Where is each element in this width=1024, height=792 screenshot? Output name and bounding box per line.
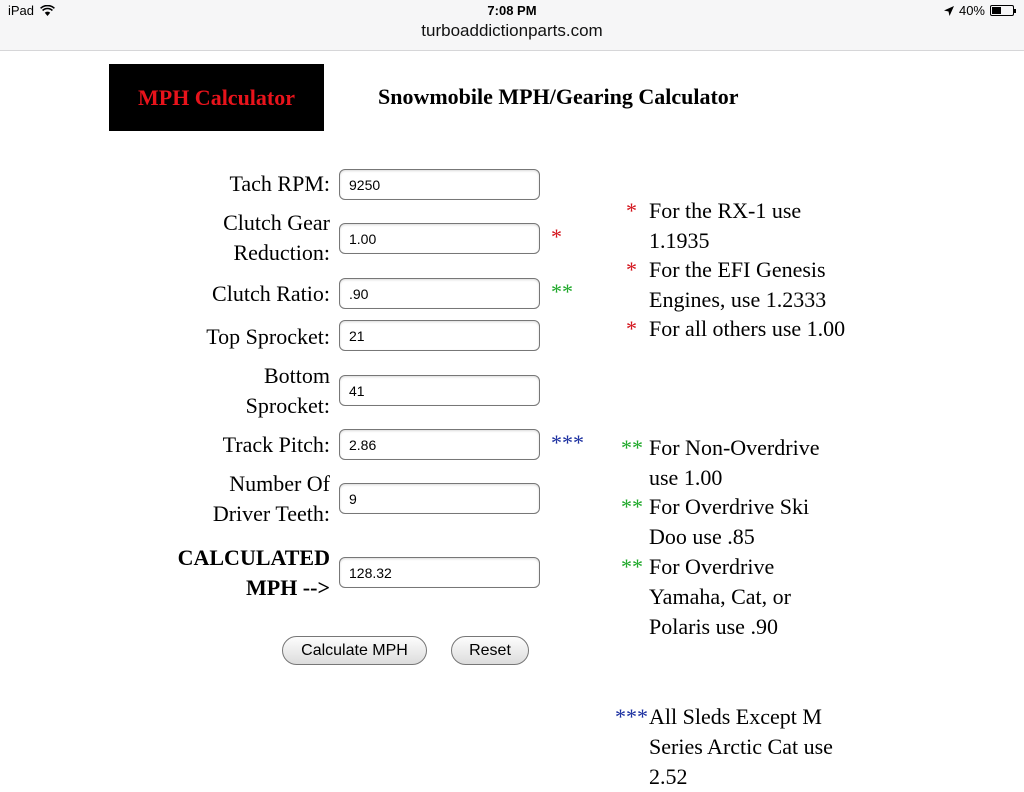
status-time: 7:08 PM xyxy=(487,3,537,18)
status-right xyxy=(944,3,1014,18)
battery-percent: 40% xyxy=(958,3,985,18)
tach-rpm-input[interactable] xyxy=(339,169,540,200)
note-star: * xyxy=(626,316,637,341)
clutch-ratio-label: Clutch Ratio: xyxy=(212,281,330,306)
battery-icon xyxy=(990,5,1014,16)
device-label: iPad xyxy=(8,3,35,18)
driver-teeth-label: Number Of Driver Teeth: xyxy=(212,471,330,526)
note-star: ** xyxy=(621,554,643,579)
calculate-mph-button[interactable]: Calculate MPH xyxy=(282,636,427,665)
track-pitch-label: Track Pitch: xyxy=(222,432,330,457)
clutch-ratio-input[interactable] xyxy=(339,278,540,309)
tach-rpm-label: Tach RPM: xyxy=(229,171,330,196)
track-pitch-input[interactable] xyxy=(339,429,540,460)
note-star: * xyxy=(626,257,637,282)
note-non-overdrive: For Non-Overdrive use 1.00 xyxy=(649,435,820,490)
clutch-gear-note-marker: * xyxy=(551,224,562,249)
clutch-ratio-note-marker: ** xyxy=(551,279,573,304)
track-pitch-note-marker: *** xyxy=(551,430,584,455)
bottom-sprocket-input[interactable] xyxy=(339,375,540,406)
bottom-sprocket-label: Bottom Sprocket: xyxy=(245,363,330,418)
page-title: Snowmobile MPH/Gearing Calculator xyxy=(378,84,739,109)
note-star: ** xyxy=(621,494,643,519)
note-overdrive-ski-doo: For Overdrive Ski Doo use .85 xyxy=(649,494,810,549)
top-sprocket-label: Top Sprocket: xyxy=(206,324,330,349)
note-star: *** xyxy=(615,704,648,729)
note-all-others: For all others use 1.00 xyxy=(649,316,846,341)
note-efi-genesis: For the EFI Genesis Engines, use 1.2333 xyxy=(649,257,827,312)
clutch-gear-reduction-input[interactable] xyxy=(339,223,540,254)
note-overdrive-yamaha: For Overdrive Yamaha, Cat, or Polaris use .90 xyxy=(649,554,791,639)
reset-button[interactable]: Reset xyxy=(451,636,529,665)
clutch-gear-reduction-label: Clutch Gear Reduction: xyxy=(223,210,330,265)
location-arrow-icon xyxy=(944,6,954,16)
note-star: ** xyxy=(621,435,643,460)
top-sprocket-input[interactable] xyxy=(339,320,540,351)
calculated-mph-output[interactable] xyxy=(339,557,540,588)
note-track-pitch: All Sleds Except M Series Arctic Cat use 2.52 xyxy=(649,704,833,789)
address-bar-url[interactable]: turboaddictionparts.com xyxy=(421,21,603,40)
logo-banner xyxy=(109,64,324,131)
logo-text: MPH Calculator xyxy=(137,84,296,110)
calculated-mph-label: CALCULATED MPH --> xyxy=(177,545,330,600)
safari-top-bar xyxy=(0,0,1024,51)
driver-teeth-input[interactable] xyxy=(339,483,540,514)
note-rx1: For the RX-1 use 1.1935 xyxy=(649,198,802,253)
note-star: * xyxy=(626,198,637,223)
